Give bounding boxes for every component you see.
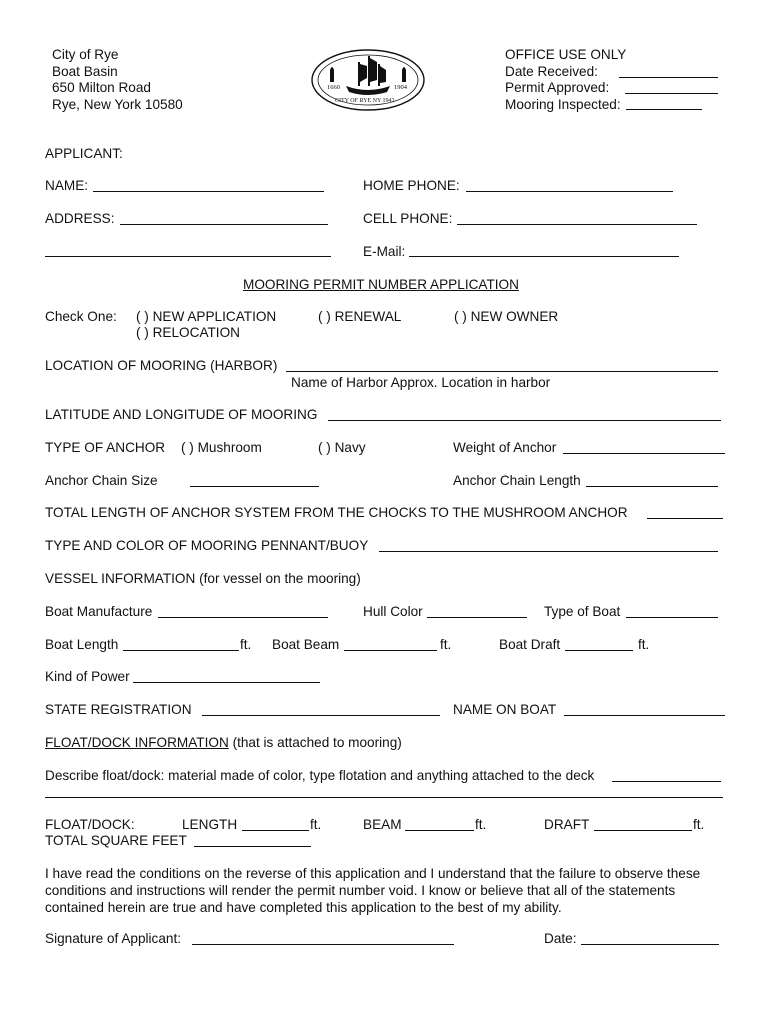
float-beam-label: BEAM — [363, 817, 402, 832]
navy-option[interactable]: ( ) Navy — [318, 440, 366, 455]
permit-approved-label: Permit Approved: — [505, 80, 610, 95]
float-dock-describe-label: Describe float/dock: material made of color, type flotation and anything attached to the deck — [45, 768, 595, 783]
date-field[interactable] — [581, 944, 719, 945]
signature-field[interactable] — [192, 944, 454, 945]
float-dock-label: FLOAT/DOCK: — [45, 817, 135, 832]
cell-phone-field[interactable] — [457, 224, 697, 225]
date-label: Date: — [544, 931, 577, 946]
email-label: E-Mail: — [363, 244, 406, 259]
form-title: MOORING PERMIT NUMBER APPLICATION — [243, 277, 519, 292]
vessel-heading: VESSEL INFORMATION (for vessel on the mooring) — [45, 571, 361, 586]
boat-type-label: Type of Boat — [544, 604, 621, 619]
boat-length-field[interactable] — [123, 650, 239, 651]
name-field[interactable] — [93, 191, 324, 192]
manufacture-field[interactable] — [158, 617, 328, 618]
seal-year-right: 1904 — [394, 84, 407, 91]
name-label: NAME: — [45, 178, 89, 193]
lat-long-field[interactable] — [328, 420, 721, 421]
float-dock-describe-field[interactable] — [612, 781, 721, 782]
hull-color-field[interactable] — [427, 617, 527, 618]
address-line-2: Boat Basin — [52, 64, 118, 79]
boat-length-unit: ft. — [240, 637, 252, 652]
date-received-label: Date Received: — [505, 64, 598, 79]
state-reg-field[interactable] — [202, 715, 440, 716]
boat-beam-label: Boat Beam — [272, 637, 340, 652]
pennant-field[interactable] — [379, 551, 718, 552]
relocation-option[interactable]: ( ) RELOCATION — [136, 325, 240, 340]
permit-approved-field[interactable] — [625, 93, 718, 94]
state-reg-label: STATE REGISTRATION — [45, 702, 192, 717]
address-field-line-2[interactable] — [45, 256, 331, 257]
boat-draft-unit: ft. — [638, 637, 650, 652]
home-phone-field[interactable] — [466, 191, 673, 192]
cell-phone-label: CELL PHONE: — [363, 211, 453, 226]
name-on-boat-label: NAME ON BOAT — [453, 702, 557, 717]
new-owner-option[interactable]: ( ) NEW OWNER — [454, 309, 559, 324]
address-line-4: Rye, New York 10580 — [52, 97, 183, 112]
check-one-label: Check One: — [45, 309, 117, 324]
applicant-heading: APPLICANT: — [45, 146, 123, 161]
mushroom-option[interactable]: ( ) Mushroom — [181, 440, 262, 455]
new-application-option[interactable]: ( ) NEW APPLICATION — [136, 309, 277, 324]
boat-draft-label: Boat Draft — [499, 637, 561, 652]
float-length-field[interactable] — [242, 830, 309, 831]
mooring-location-field[interactable] — [286, 371, 718, 372]
float-dock-heading — [45, 735, 402, 751]
anchor-weight-label: Weight of Anchor — [453, 440, 557, 455]
float-length-label: LENGTH — [182, 817, 238, 832]
float-length-unit: ft. — [310, 817, 322, 832]
anchor-type-label: TYPE OF ANCHOR — [45, 440, 166, 455]
signature-label: Signature of Applicant: — [45, 931, 182, 946]
boat-draft-field[interactable] — [565, 650, 633, 651]
certification-text: I have read the conditions on the reverse of this application and I understand that the failure to observe these conditions and instructions will render the permit number void. I know or believe that all of the statements contained herein are true and have completed this application to the best of my ability. — [45, 866, 701, 915]
seal-year-left: 1660 — [327, 84, 340, 91]
float-beam-field[interactable] — [405, 830, 474, 831]
float-dock-heading-text: FLOAT/DOCK INFORMATION — [45, 735, 229, 750]
boat-type-field[interactable] — [626, 617, 718, 618]
float-draft-unit: ft. — [693, 817, 705, 832]
city-seal-logo — [310, 48, 430, 114]
chain-length-field[interactable] — [586, 486, 718, 487]
mooring-inspected-label: Mooring Inspected: — [505, 97, 621, 112]
boat-beam-field[interactable] — [344, 650, 437, 651]
mooring-location-hint: Name of Harbor Approx. Location in harbor — [291, 375, 551, 390]
address-field[interactable] — [120, 224, 328, 225]
total-sqft-label: TOTAL SQUARE FEET — [45, 833, 187, 848]
float-draft-field[interactable] — [594, 830, 692, 831]
address-line-1: City of Rye — [52, 47, 119, 62]
total-sqft-field[interactable] — [194, 846, 311, 847]
name-on-boat-field[interactable] — [564, 715, 725, 716]
home-phone-label: HOME PHONE: — [363, 178, 460, 193]
chain-size-field[interactable] — [190, 486, 319, 487]
pennant-label: TYPE AND COLOR OF MOORING PENNANT/BUOY — [45, 538, 369, 553]
total-length-field[interactable] — [647, 518, 723, 519]
power-field[interactable] — [133, 682, 320, 683]
lat-long-label: LATITUDE AND LONGITUDE OF MOORING — [45, 407, 318, 422]
float-dock-describe-field-2[interactable] — [45, 797, 723, 798]
float-draft-label: DRAFT — [544, 817, 590, 832]
mooring-inspected-field[interactable] — [626, 109, 702, 110]
float-beam-unit: ft. — [475, 817, 487, 832]
email-field[interactable] — [409, 256, 679, 257]
address-label: ADDRESS: — [45, 211, 115, 226]
mooring-location-label: LOCATION OF MOORING (HARBOR) — [45, 358, 278, 373]
boat-length-label: Boat Length — [45, 637, 119, 652]
office-use-title: OFFICE USE ONLY — [505, 47, 627, 62]
seal-text: CITY OF RYE NY 1942 — [335, 98, 395, 104]
chain-size-label: Anchor Chain Size — [45, 473, 158, 488]
hull-color-label: Hull Color — [363, 604, 423, 619]
anchor-weight-field[interactable] — [563, 453, 725, 454]
float-dock-heading-suffix: (that is attached to mooring) — [232, 735, 402, 750]
address-line-3: 650 Milton Road — [52, 80, 151, 95]
chain-length-label: Anchor Chain Length — [453, 473, 581, 488]
boat-beam-unit: ft. — [440, 637, 452, 652]
power-label: Kind of Power — [45, 669, 130, 684]
total-length-label: TOTAL LENGTH OF ANCHOR SYSTEM FROM THE CHOCKS TO THE MUSHROOM ANCHOR — [45, 505, 628, 520]
manufacture-label: Boat Manufacture — [45, 604, 153, 619]
date-received-field[interactable] — [619, 77, 718, 78]
renewal-option[interactable]: ( ) RENEWAL — [318, 309, 402, 324]
